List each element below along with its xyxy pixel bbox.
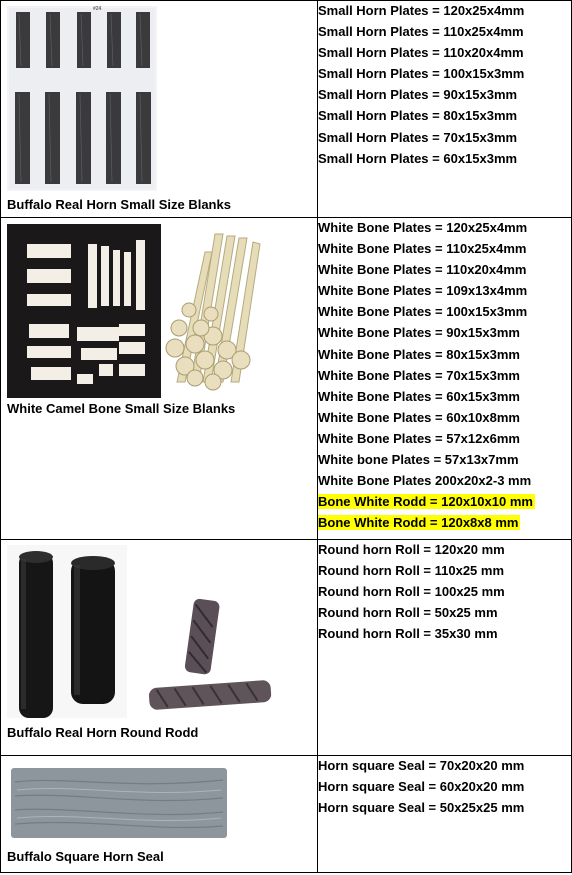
spec-text: Round horn Roll = 120x20 mm <box>318 542 505 557</box>
spec-line <box>318 149 571 170</box>
spec-line <box>318 798 571 819</box>
spec-line <box>318 260 571 281</box>
spec-text: White Bone Plates = 57x12x6mm <box>318 430 520 446</box>
spec-text: Horn square Seal = 70x20x20 mm <box>318 758 525 773</box>
spec-line <box>318 106 571 127</box>
spec-list-cell <box>318 756 572 873</box>
spec-line <box>318 85 571 106</box>
spec-line <box>318 22 571 43</box>
table-row <box>1 1 572 218</box>
spec-line <box>318 450 571 471</box>
spec-list-cell <box>318 540 572 756</box>
spec-text: White Bone Plates = 60x15x3mm <box>318 388 520 404</box>
spec-text: Horn square Seal = 50x25x25 mm <box>318 800 525 816</box>
spec-text: Round horn Roll = 110x25 mm <box>318 563 505 579</box>
spec-line <box>318 366 571 387</box>
spec-line <box>318 128 571 149</box>
spec-line <box>318 429 571 450</box>
spec-text: Round horn Roll = 35x30 mm <box>318 626 498 642</box>
table-row <box>1 756 572 873</box>
spec-text: Small Horn Plates = 70x15x3mm <box>318 129 518 145</box>
spec-line <box>318 43 571 64</box>
spec-list-cell <box>318 218 572 540</box>
spec-line <box>318 603 571 624</box>
spec-line <box>318 345 571 366</box>
product-image-cell <box>1 756 318 873</box>
spec-line <box>318 777 571 798</box>
product-caption: Buffalo Square Horn Seal <box>7 849 164 864</box>
spec-line <box>318 281 571 302</box>
spec-text: White bone Plates = 57x13x7mm <box>318 452 519 468</box>
spec-text: Small Horn Plates = 120x25x4mm <box>318 3 525 18</box>
spec-line <box>318 471 571 492</box>
spec-list-cell <box>318 1 572 218</box>
spec-text: White Bone Plates 200x20x2-3 mm <box>318 473 532 489</box>
spec-text: White Bone Plates = 60x10x8mm <box>318 409 520 425</box>
product-caption: Buffalo Real Horn Round Rodd <box>7 725 199 740</box>
product-caption: White Camel Bone Small Size Blanks <box>7 401 236 416</box>
horn-square-seal-photo <box>7 762 231 844</box>
spec-text: White Bone Plates = 120x25x4mm <box>318 220 528 235</box>
table-row <box>1 540 572 756</box>
spec-line <box>318 540 571 561</box>
spec-line <box>318 582 571 603</box>
spec-list <box>318 540 571 645</box>
spec-text: White Bone Plates = 80x15x3mm <box>318 346 520 362</box>
spec-text: White Bone Plates = 70x15x3mm <box>318 367 520 383</box>
spec-line <box>318 323 571 344</box>
spec-text: White Bone Plates = 110x25x4mm <box>318 241 527 257</box>
product-image-cell <box>1 218 318 540</box>
horn-plates-photo <box>7 6 157 191</box>
table-row <box>1 218 572 540</box>
svg-text:#24: #24 <box>93 6 102 12</box>
product-caption: Buffalo Real Horn Small Size Blanks <box>7 197 231 212</box>
spec-text: Round horn Roll = 100x25 mm <box>318 584 505 600</box>
product-image-cell <box>1 1 318 218</box>
spec-text: Small Horn Plates = 110x20x4mm <box>318 45 524 61</box>
spec-text: Small Horn Plates = 80x15x3mm <box>318 108 518 124</box>
spec-line <box>318 561 571 582</box>
spec-line <box>318 408 571 429</box>
horn-twisted-rods-photo <box>145 598 275 716</box>
spec-text: White Bone Plates = 100x15x3mm <box>318 304 528 320</box>
spec-line <box>318 492 571 513</box>
spec-text: Small Horn Plates = 60x15x3mm <box>318 150 518 166</box>
spec-list <box>318 1 571 170</box>
spec-text: White Bone Plates = 90x15x3mm <box>318 325 520 341</box>
spec-list <box>318 218 571 534</box>
spec-line <box>318 624 571 645</box>
spec-line <box>318 239 571 260</box>
product-image-cell <box>1 540 318 756</box>
spec-text: Bone White Rodd = 120x10x10 mm <box>318 494 533 510</box>
spec-line <box>318 1 571 22</box>
spec-line <box>318 387 571 408</box>
spec-line <box>318 218 571 239</box>
spec-list <box>318 756 571 819</box>
spec-text: Small Horn Plates = 90x15x3mm <box>318 87 518 103</box>
horn-round-rods-photo <box>7 545 127 718</box>
bone-rods-photo <box>165 232 263 392</box>
spec-text: Round horn Roll = 50x25 mm <box>318 605 498 621</box>
spec-text: White Bone Plates = 109x13x4mm <box>318 283 528 299</box>
spec-line <box>318 64 571 85</box>
spec-text: Small Horn Plates = 110x25x4mm <box>318 24 524 40</box>
spec-line <box>318 302 571 323</box>
spec-text: Small Horn Plates = 100x15x3mm <box>318 66 525 82</box>
bone-plates-photo <box>7 224 161 398</box>
spec-line <box>318 513 571 534</box>
spec-text: Bone White Rodd = 120x8x8 mm <box>318 515 519 531</box>
spec-line <box>318 756 571 777</box>
spec-text: White Bone Plates = 110x20x4mm <box>318 262 527 278</box>
spec-text: Horn square Seal = 60x20x20 mm <box>318 779 525 795</box>
